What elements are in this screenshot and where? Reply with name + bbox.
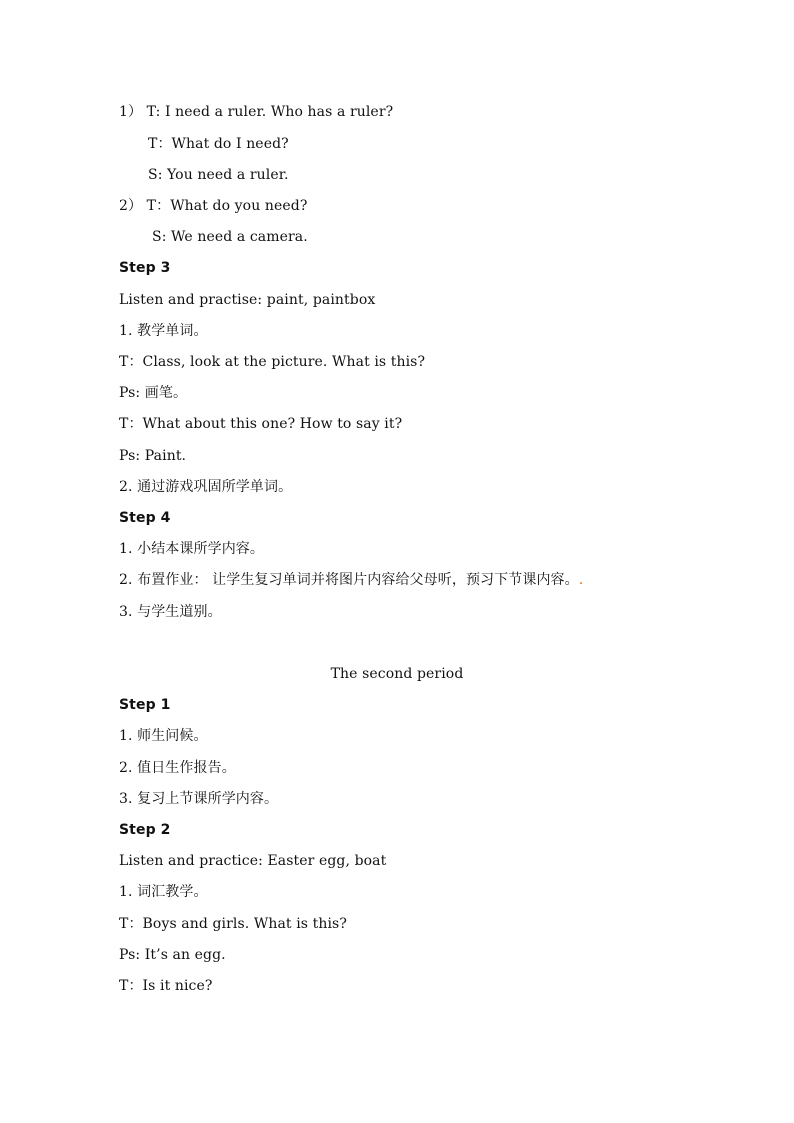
step-heading: Step 1 bbox=[119, 697, 171, 713]
section-title: The second period bbox=[330, 666, 464, 682]
paragraph-line: Listen and practice: Easter egg, boat bbox=[119, 853, 387, 869]
dialogue-line-3: S: You need a ruler. bbox=[148, 167, 289, 183]
step-heading: Step 4 bbox=[119, 510, 171, 526]
paragraph-line: 2. 通过游戏巩固所学单词。 bbox=[119, 479, 293, 495]
paragraph-line: T：Boys and girls. What is this? bbox=[119, 916, 347, 932]
trailing-mark: . bbox=[578, 572, 584, 588]
paragraph-line: 1. 小结本课所学内容。 bbox=[119, 541, 265, 557]
paragraph-line: 3. 与学生道别。 bbox=[119, 604, 222, 620]
paragraph-line: Ps: 画笔。 bbox=[119, 385, 188, 401]
paragraph-line: T：Is it nice? bbox=[119, 978, 213, 994]
paragraph-line: Listen and practise: paint, paintbox bbox=[119, 292, 376, 308]
paragraph-line: T：What about this one? How to say it? bbox=[119, 416, 403, 432]
homework-text: 2. 布置作业： 让学生复习单词并将图片内容给父母听，预习下节课内容。 bbox=[119, 572, 579, 588]
homework-line bbox=[119, 571, 583, 589]
dialogue-line-2: T：What do I need? bbox=[148, 136, 289, 152]
paragraph-line: 2. 值日生作报告。 bbox=[119, 760, 236, 776]
dialogue-line-5: S: We need a camera. bbox=[152, 229, 308, 245]
paragraph-line: 1. 教学单词。 bbox=[119, 323, 208, 339]
paragraph-line: 1. 师生问候。 bbox=[119, 728, 208, 744]
step-heading: Step 2 bbox=[119, 822, 171, 838]
paragraph-line: T：Class, look at the picture. What is this? bbox=[119, 354, 426, 370]
dialogue-line-4: 2） T：What do you need? bbox=[119, 198, 308, 214]
step-heading: Step 3 bbox=[119, 260, 171, 276]
paragraph-line: Ps: It’s an egg. bbox=[119, 947, 226, 963]
paragraph-line: 1. 词汇教学。 bbox=[119, 884, 208, 900]
paragraph-line: 3. 复习上节课所学内容。 bbox=[119, 791, 279, 807]
paragraph-line: Ps: Paint. bbox=[119, 448, 187, 464]
dialogue-line-1: 1） T: I need a ruler. Who has a ruler? bbox=[119, 104, 394, 120]
